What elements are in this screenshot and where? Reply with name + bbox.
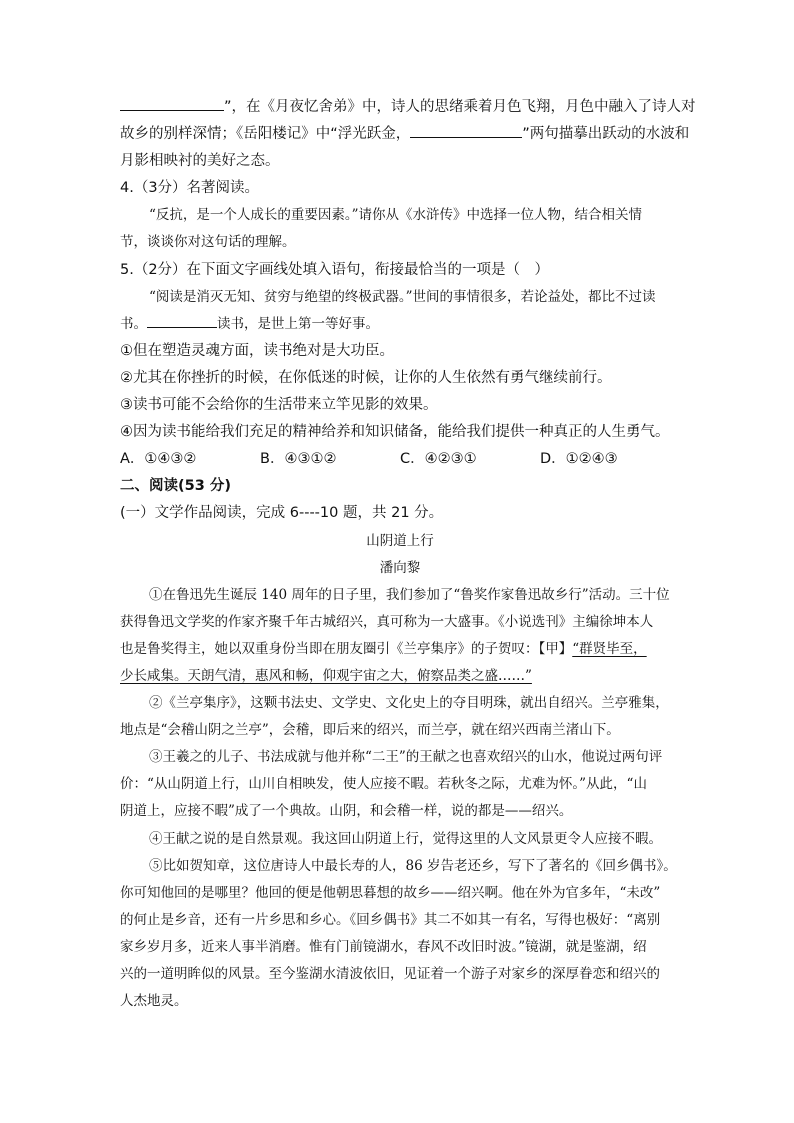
article-p5-line-5: 兴的一道明眸似的风景。至今鉴湖水清波依旧，见证着一个游子对家乡的深厚眷恋和绍兴的 (120, 966, 660, 982)
article-p2-line-1: ②《兰亭集序》，这颗书法史、文学史、文化史上的夺目明珠，就出自绍兴。兰亭雅集， (149, 695, 669, 712)
q4-prompt-line-2: 节，谈谈你对这句话的理解。 (120, 234, 296, 251)
answer-blank[interactable] (147, 313, 217, 328)
article-p1-line-3: 也是鲁奖得主，她以双重身份当即在朋友圈引《兰亭集序》的子贺叹：【甲】“群贤毕至， (120, 640, 647, 657)
option-b[interactable]: B．④③①② (260, 451, 337, 468)
answer-blank[interactable] (120, 96, 224, 111)
article-p5-line-1: ⑤比如贺知章，这位唐诗人中最长寿的人，86 岁告老还乡，写下了著名的《回乡偶书》。 (149, 857, 677, 874)
q5-item-3: ③读书可能不会给你的生活带来立竿见影的效果。 (120, 397, 438, 414)
underlined-quote: “群贤毕至， (572, 640, 647, 657)
article-title: 山阴道上行 (366, 532, 434, 549)
article-p3-line-1: ③王羲之的儿子、书法成就与他并称“二王”的王献之也喜欢绍兴的山水，他说过两句评 (149, 749, 663, 766)
q3-line-2: 故乡的别样深情；《岳阳楼记》中“浮光跃金， ”两句描摹出跃动的水波和 (120, 121, 680, 148)
article-p5-line-6: 人杰地灵。 (120, 993, 188, 1010)
article-p4-line-1: ④王献之说的是自然景观。我这回山阴道上行，觉得这里的人文风景更令人应接不暇。 (149, 830, 662, 847)
q5-item-1: ①但在塑造灵魂方面，读书绝对是大功臣。 (120, 342, 394, 359)
option-d[interactable]: D．①②④③ (540, 451, 618, 468)
option-c[interactable]: C．④②③① (400, 451, 477, 468)
article-p1-line-2: 获得鲁迅文学奖的作家齐聚千年古城绍兴，真可称为一大盛事。《小说选刊》主编徐坤本人 (120, 613, 654, 630)
article-p5-line-3: 的何止是乡音，还有一片乡思和乡心。《回乡偶书》其二不如其一有名，写得也极好：“离别 (120, 911, 661, 928)
q5-item-4: ④因为读书能给我们充足的精神给养和知识储备，能给我们提供一种真正的人生勇气。 (120, 424, 670, 441)
q3-line-3: 月影相映衬的美好之态。 (120, 153, 280, 170)
article-p5-line-4: 家乡岁月多，近来人事半消磨。惟有门前镜湖水，春风不改旧时波。”镜湖，就是鉴湖，绍 (120, 938, 647, 955)
section-subtitle: (一）文学作品阅读，完成 6----10 题，共 21 分。 (120, 505, 444, 522)
q4-header: 4.（3分）名著阅读。 (120, 180, 260, 197)
article-p5-line-2: 你可知他回的是哪里？他回的便是他朝思暮想的故乡——绍兴啊。他在外为官多年，“未改” (120, 884, 661, 901)
article-author: 潘向黎 (379, 559, 421, 576)
article-p1-line-4: 少长咸集。天朗气清，惠风和畅，仰观宇宙之大，俯察品类之盛……” (120, 667, 532, 684)
q5-options (120, 446, 680, 473)
section-title: 二、阅读(53 分) (120, 478, 231, 495)
answer-blank[interactable] (410, 123, 522, 138)
q5-item-2: ②尤其在你挫折的时候，在你低迷的时候，让你的人生依然有勇气继续前行。 (120, 369, 612, 386)
article-p3-line-3: 阴道上，应接不暇”成了一个典故。山阴，和会稽一样，说的都是——绍兴。 (120, 803, 573, 820)
q3-line-1: ”，在《月夜忆舍弟》中，诗人的思绪乘着月色飞翔，月色中融入了诗人对 (120, 94, 680, 121)
q5-passage-line-1: “阅读是消灭无知、贫穷与绝望的终极武器。”世间的事情很多，若论益处，都比不过读 (149, 288, 656, 305)
document-content (120, 94, 696, 1015)
article-p1-line-1: ①在鲁迅先生诞辰 140 周年的日子里，我们参加了“鲁奖作家鲁迅故乡行”活动。三十位 (149, 586, 670, 603)
option-a[interactable]: A．①④③② (120, 451, 197, 468)
q4-prompt-line-1: “反抗，是一个人成长的重要因素。”请你从《水浒传》中选择一位人物，结合相关情 (149, 207, 643, 224)
article-p3-line-2: 价：“从山阴道上行，山川自相映发，使人应接不暇。若秋冬之际，尤难为怀。”从此，“山 (120, 776, 647, 793)
article-p2-line-2: 地点是“会稽山阴之兰亭”，会稽，即后来的绍兴，而兰亭，就在绍兴西南兰渚山下。 (120, 722, 620, 739)
q5-passage-line-2: 书。 读书，是世上第一等好事。 (120, 311, 680, 338)
q5-header: 5.（2分）在下面文字画线处填入语句，衔接最恰当的一项是（ ） (120, 261, 550, 278)
